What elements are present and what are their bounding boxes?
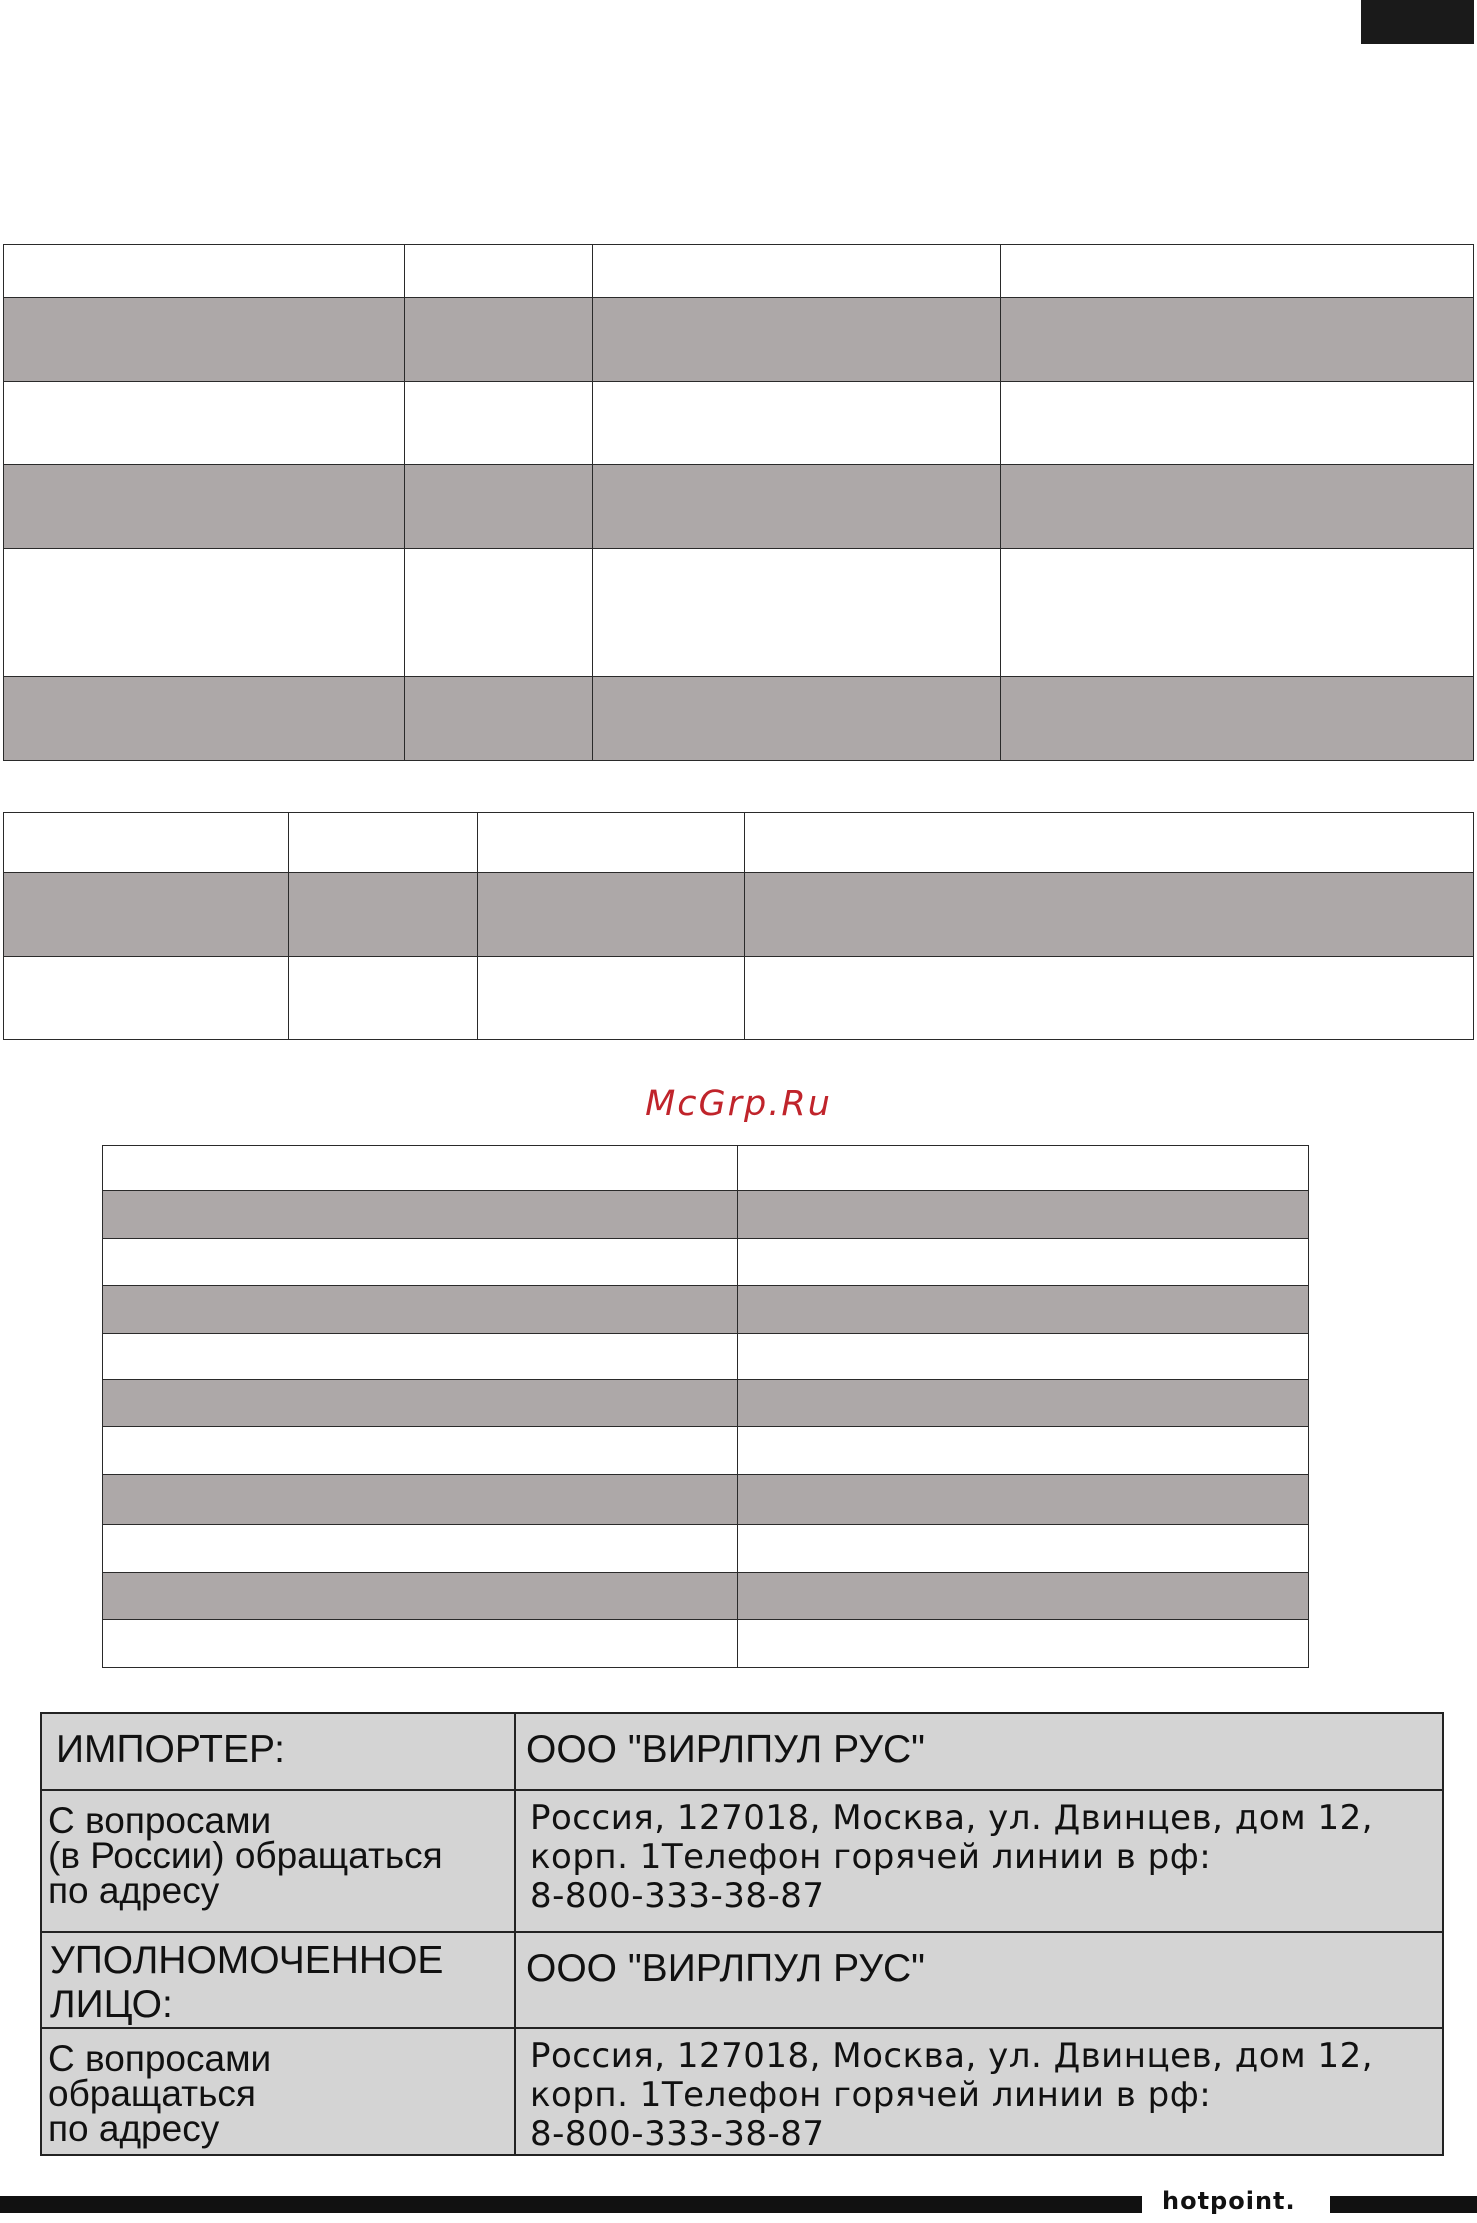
contact-label xyxy=(42,2029,514,2149)
table-row xyxy=(103,1146,1309,1191)
page-corner-tab xyxy=(1361,0,1474,44)
contact-address xyxy=(516,1791,1442,1916)
table-row xyxy=(4,298,1474,382)
contact-label-line: С вопросами xyxy=(48,1800,272,1841)
importer-label: ИМПОРТЕР: xyxy=(56,1728,285,1771)
table-row xyxy=(103,1573,1309,1620)
importer-value: ООО "ВИРЛПУЛ РУС" xyxy=(526,1728,926,1771)
address-line: корп. 1Телефон горячей линии в рф: xyxy=(530,1837,1212,1877)
representative-row xyxy=(41,1932,1443,2028)
spec-table-1 xyxy=(3,244,1474,761)
contact-label-line: по адресу xyxy=(48,1870,220,1911)
table-row xyxy=(103,1239,1309,1286)
table-row xyxy=(4,382,1474,465)
contact-label-line: обращаться xyxy=(48,2073,256,2114)
footer-bar xyxy=(0,2196,1142,2213)
table-row xyxy=(103,1334,1309,1380)
importer-contact-row xyxy=(41,1790,1443,1932)
representative-label xyxy=(42,1933,514,2027)
footer-bar xyxy=(1330,2196,1477,2213)
contact-label xyxy=(42,1791,514,1911)
spec-table-2 xyxy=(3,812,1474,1040)
table-row xyxy=(4,873,1474,957)
table-row xyxy=(4,677,1474,761)
representative-value: ООО "ВИРЛПУЛ РУС" xyxy=(526,1947,926,1990)
spec-table-3 xyxy=(102,1145,1309,1668)
table-row xyxy=(103,1380,1309,1427)
table-row xyxy=(4,465,1474,549)
brand-logo: hotpoint. xyxy=(1162,2187,1296,2215)
representative-label-line: УПОЛНОМОЧЕННОЕ xyxy=(50,1939,444,1982)
importer-row xyxy=(41,1713,1443,1790)
table-row xyxy=(103,1286,1309,1334)
representative-label-line: ЛИЦО: xyxy=(50,1983,173,2026)
contact-address xyxy=(516,2029,1442,2154)
table-row xyxy=(4,245,1474,298)
table-row xyxy=(4,813,1474,873)
contact-label-line: (в России) обращаться xyxy=(48,1835,443,1876)
table-row xyxy=(103,1427,1309,1475)
table-row xyxy=(103,1525,1309,1573)
address-line: Россия, 127018, Москва, ул. Двинцев, дом 12, xyxy=(530,2036,1374,2076)
address-line: Россия, 127018, Москва, ул. Двинцев, дом 12, xyxy=(530,1798,1374,1838)
table-row xyxy=(103,1475,1309,1525)
contact-label-line: С вопросами xyxy=(48,2038,272,2079)
phone-number: 8-800-333-38-87 xyxy=(530,2114,825,2154)
table-row xyxy=(4,549,1474,677)
address-line: корп. 1Телефон горячей линии в рф: xyxy=(530,2075,1212,2115)
table-row xyxy=(103,1620,1309,1668)
phone-number: 8-800-333-38-87 xyxy=(530,1876,825,1916)
table-row xyxy=(103,1191,1309,1239)
representative-contact-row xyxy=(41,2028,1443,2155)
watermark: McGrp.Ru xyxy=(645,1084,832,1124)
table-row xyxy=(4,957,1474,1040)
contact-label-line: по адресу xyxy=(48,2108,220,2149)
importer-table xyxy=(40,1712,1444,2156)
